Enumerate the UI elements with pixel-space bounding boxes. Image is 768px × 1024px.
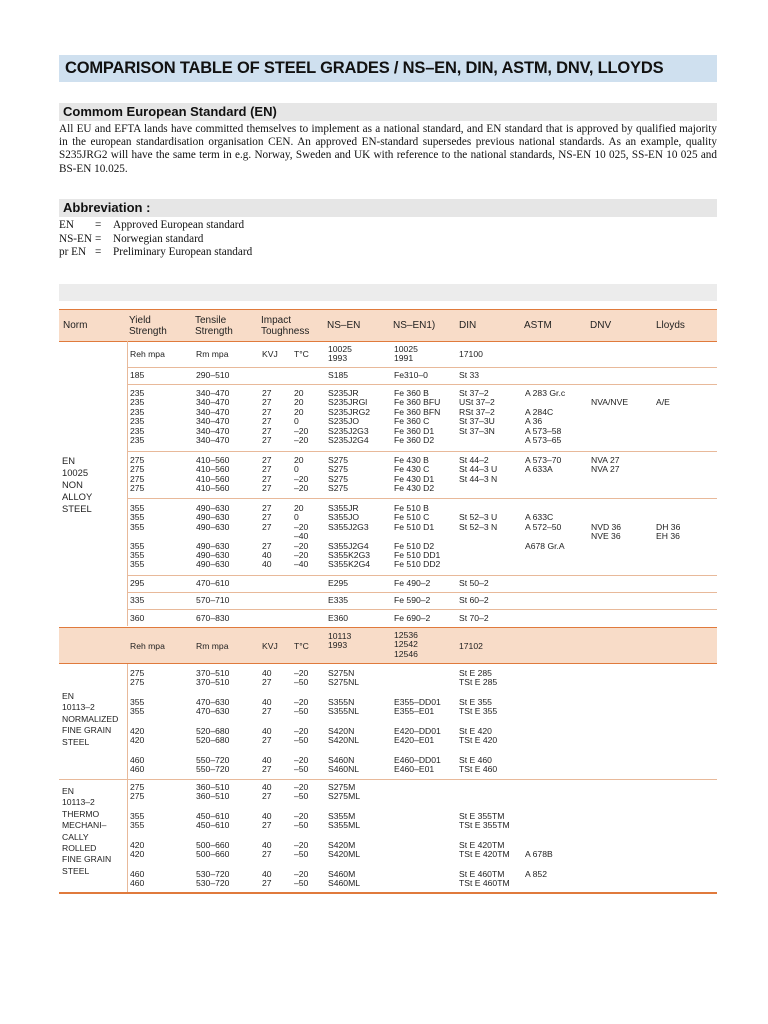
table-row: 355 355 355 355 355 355 490–630 490–630 490–630 490–630 490–630 490–630 27 27 27 27 40 40 20 0 –20 –40 –20 –20 –40 S355JR S355JO S355J2G3 S355J2G4 S355K2G3 S355K2G4 Fe 510 B Fe 510 C Fe 510 D1 Fe 510 D2 Fe 510 DD1 Fe 510 DD2 St 52–3 U St 52–3 N A 633C A 572–50 A678 Gr.A NVD 36 NVE 36 DH 36 EH 36 [128, 504, 717, 576]
subheader-nsen: 10113 1993 [328, 631, 352, 651]
subheader-1 [128, 343, 717, 368]
section-en-text: All EU and EFTA lands have committed themselves to implement as a national standard, and EN standard that is approved by qualified majority in the european standardisation organisation CEN. An approved EN-standard supersedes previous national standards. As an example, quality S235JRG2 will have the same term in e.g. Norway, Sweden and UK with reference to the national standards, NS-EN 10 025, SS-EN 10 025 and BS-EN 10.025. [59, 123, 717, 175]
subheader-din: 17102 [459, 641, 483, 651]
abbreviation-heading: Abbreviation : [63, 200, 151, 215]
header-din: DIN [459, 320, 477, 331]
table-row: 355 355 450–610 450–610 40 27 –20 –50 S355M S355ML St E 355TM TSt E 355TM [130, 811, 510, 831]
header-yield: Yield Strength [129, 315, 167, 337]
header-dnv: DNV [590, 320, 612, 331]
table-row: 420 420 500–660 500–660 40 27 –20 –50 S420M S420ML St E 420TM TSt E 420TM A 678B [130, 840, 553, 860]
page-title: COMPARISON TABLE OF STEEL GRADES / NS–EN, DIN, ASTM, DNV, LLOYDS [65, 59, 664, 77]
subheader-reh: Reh mpa [130, 641, 165, 651]
subheader-2 [59, 627, 717, 664]
norm-en10113-thermo: EN 10113–2 THERMO MECHANI– CALLY ROLLED FINE GRAIN STEEL [62, 786, 112, 876]
abbreviation-item: pr EN = Preliminary European standard [59, 246, 253, 258]
header-astm: ASTM [524, 320, 552, 331]
subheader-rm: Rm mpa [196, 641, 229, 651]
subheader-rm: Rm mpa [196, 349, 229, 359]
table-row: 185 290–510 S185 Fe310–0 St 33 [128, 371, 717, 385]
abbreviation-list [59, 219, 252, 260]
subheader-din: 17100 [459, 349, 483, 359]
header-nsen1: NS–EN1) [393, 320, 436, 331]
subheader-kvj: KVJ [262, 641, 278, 651]
table-row: 360 670–830 E360 Fe 690–2 St 70–2 [130, 613, 489, 623]
title-bar [59, 55, 717, 82]
table-top-band [59, 284, 717, 301]
section-en-heading: Commom European Standard (EN) [63, 104, 277, 119]
subheader-nsen1: 12536 12542 12546 [394, 630, 418, 659]
table-row: 275 275 360–510 360–510 40 27 –20 –50 S275M S275ML [130, 782, 361, 802]
subheader-reh: Reh mpa [130, 349, 165, 359]
subheader-temp: T°C [294, 349, 309, 359]
subheader-nsen1: 10025 1991 [394, 344, 418, 364]
table-row: 295 470–610 E295 Fe 490–2 St 50–2 [128, 579, 717, 593]
section-divider [59, 779, 717, 780]
subheader-temp: T°C [294, 641, 309, 651]
abbreviation-bar [59, 199, 717, 217]
abbreviation-item: EN = Approved European standard [59, 219, 245, 231]
table-row: 420 420 520–680 520–680 40 27 –20 –50 S420N S420NL E420–DD01 E420–E01 St E 420 TSt E 420 [130, 726, 498, 746]
header-nsen: NS–EN [327, 320, 361, 331]
table-bottom-border [59, 892, 717, 894]
header-norm: Norm [63, 320, 88, 331]
table-row: 275 275 370–510 370–510 40 27 –20 –50 S275N S275NL St E 285 TSt E 285 [130, 668, 498, 688]
table-row: 235 235 235 235 235 235 340–470 340–470 340–470 340–470 340–470 340–470 27 27 27 27 27 27 20 20 20 0 –20 –20 S235JR S235JRGl S235JRG2 S235JO S235J2G3 S235J2G4 Fe 360 B Fe 360 BFU Fe 360 BFN Fe 360 C Fe 360 D1 Fe 360 D2 St 37–2 USt 37–2 RSt 37–2 St 37–3U St 37–3N A 283 Gr.c A 284C A 36 A 573–58 A 573–65 NVA/NVE A/E [128, 389, 717, 452]
header-tensile: Tensile Strength [195, 315, 233, 337]
abbreviation-item: NS-EN = Norwegian standard [59, 232, 204, 245]
table-row: 275 275 275 275 410–560 410–560 410–560 410–560 27 27 27 27 20 0 –20 –20 S275 S275 S275 S275 Fe 430 B Fe 430 C Fe 430 D1 Fe 430 D2 St 44–2 St 44–3 U St 44–3 N A 573–70 A 633A NVA 27 NVA 27 [128, 456, 717, 499]
norm-en10025: EN 10025 NON ALLOY STEEL [62, 455, 93, 514]
table-row: 460 460 550–720 550–720 40 27 –20 –50 S460N S460NL E460–DD01 E460–E01 St E 460 TSt E 460 [128, 756, 717, 780]
norm-en10113-normalized: EN 10113–2 NORMALIZED FINE GRAIN STEEL [62, 691, 119, 747]
table-header [59, 309, 717, 342]
table-row: 335 570–710 E335 Fe 590–2 St 60–2 [128, 596, 717, 610]
table-row: 460 460 530–720 530–720 40 27 –20 –50 S460M S460ML St E 460TM TSt E 460TM A 852 [130, 869, 547, 889]
table-row: 355 355 470–630 470–630 40 27 –20 –50 S355N S355NL E355–DD01 E355–E01 St E 355 TSt E 355 [130, 697, 498, 717]
header-impact: Impact Toughness [261, 315, 310, 337]
header-lloyds: Lloyds [656, 320, 685, 331]
subheader-kvj: KVJ [262, 349, 278, 359]
subheader-nsen: 10025 1993 [328, 344, 352, 364]
section-en-bar [59, 103, 717, 121]
